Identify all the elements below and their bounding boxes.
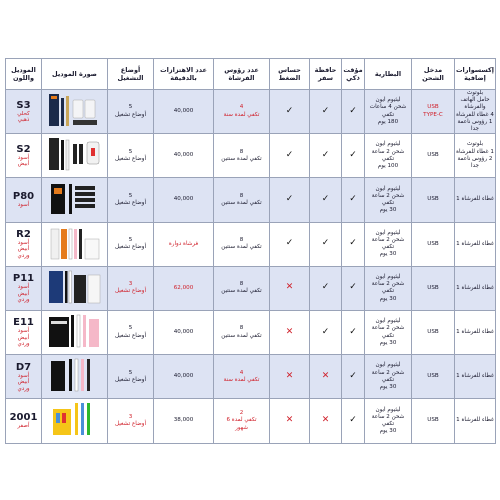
extras-cell-text: غطاء للفرشاة 1 bbox=[456, 284, 494, 291]
heads-cell-text: 8 تكفي لمدة سنتين bbox=[221, 192, 262, 207]
vibrations-cell bbox=[154, 222, 214, 266]
check-icon: ✓ bbox=[321, 105, 330, 116]
model-code: R2 bbox=[16, 228, 31, 240]
extras-cell-text: بلوتوث حامل الهاتف والفرشاة 4 غطاء للفرشاة 1 رؤوس ناعمة جدا bbox=[456, 90, 494, 133]
charging-cell-text: USB bbox=[427, 284, 439, 291]
model-cell bbox=[6, 311, 42, 355]
model-cell bbox=[6, 399, 42, 443]
heads-cell bbox=[214, 222, 270, 266]
check-icon: ✓ bbox=[321, 282, 330, 293]
table-row bbox=[6, 311, 496, 355]
check-icon: ✓ bbox=[349, 414, 357, 425]
travel-cell bbox=[310, 90, 342, 134]
cross-icon: ✕ bbox=[285, 282, 294, 293]
heads-cell-text: 8 تكفي لمدة سنتين bbox=[221, 148, 262, 162]
modes-cell bbox=[108, 311, 154, 355]
pressure-cell bbox=[270, 90, 310, 134]
model-color: أسود أبيض وردي bbox=[17, 284, 30, 304]
charging-cell bbox=[412, 222, 455, 266]
check-icon: ✓ bbox=[349, 370, 357, 381]
charging-cell bbox=[412, 178, 455, 222]
photo-cell bbox=[42, 178, 108, 222]
header-heads: عدد رؤوس الفرشاة bbox=[214, 59, 270, 90]
vibrations-cell-text: 40,000 bbox=[173, 373, 194, 380]
table-row bbox=[6, 178, 496, 222]
model-code: E11 bbox=[13, 317, 34, 329]
heads-cell bbox=[214, 311, 270, 355]
modes-cell-text: 5 أوضاع تشغيل bbox=[115, 192, 146, 207]
table-body bbox=[6, 90, 496, 444]
check-icon: ✓ bbox=[349, 105, 357, 116]
charging-cell-text: USB bbox=[427, 417, 439, 424]
model-color: أسود أبيض وردي bbox=[17, 239, 30, 259]
extras-cell-text: بلوتوث 1 غطاء للفرشاة 2 رؤوس ناعمة جدا bbox=[456, 141, 494, 170]
pressure-cell bbox=[270, 178, 310, 222]
battery-cell-text: ليثيوم ايون شحن 4 ساعات تكفي 180 يوم bbox=[369, 97, 407, 125]
comparison-table bbox=[5, 58, 496, 444]
photo-cell bbox=[42, 311, 108, 355]
model-color: أسود أبيض وردي bbox=[17, 328, 30, 348]
travel-cell bbox=[310, 266, 342, 310]
modes-cell-text: 3 أوضاع تشغيل bbox=[115, 281, 146, 295]
modes-cell bbox=[108, 90, 154, 134]
heads-cell-text: 8 تكفي لمدة سنتين bbox=[221, 325, 262, 339]
vibrations-cell bbox=[154, 399, 214, 443]
extras-cell-text: غطاء للفرشاة 1 bbox=[456, 373, 494, 380]
battery-cell bbox=[365, 90, 412, 134]
modes-cell bbox=[108, 178, 154, 222]
product-photo bbox=[45, 355, 105, 395]
header-vibrations: عدد الاهتزازات بالدقيقة bbox=[154, 59, 214, 90]
extras-cell-text: غطاء للفرشاة 1 bbox=[456, 417, 494, 424]
vibrations-cell bbox=[154, 355, 214, 399]
heads-cell bbox=[214, 266, 270, 310]
photo-cell bbox=[42, 90, 108, 134]
model-cell bbox=[6, 222, 42, 266]
timer-cell bbox=[342, 134, 365, 178]
battery-cell bbox=[365, 266, 412, 310]
battery-cell bbox=[365, 311, 412, 355]
check-icon: ✓ bbox=[285, 193, 294, 204]
battery-cell bbox=[365, 134, 412, 178]
photo-cell bbox=[42, 134, 108, 178]
vibrations-cell-text: 62,000 bbox=[173, 284, 194, 291]
modes-cell-text: 3 أوضاع تشغيل bbox=[115, 413, 146, 428]
extras-cell bbox=[455, 90, 496, 134]
cross-icon: ✕ bbox=[321, 370, 330, 381]
model-color: أسود أبيض bbox=[17, 154, 30, 168]
battery-cell bbox=[365, 178, 412, 222]
heads-cell bbox=[214, 355, 270, 399]
check-icon: ✓ bbox=[321, 238, 330, 249]
product-photo bbox=[45, 90, 105, 130]
photo-cell bbox=[42, 399, 108, 443]
modes-cell bbox=[108, 355, 154, 399]
header-modes: أوضاع التشغيل bbox=[108, 59, 154, 90]
model-code: D7 bbox=[15, 361, 32, 373]
check-icon: ✓ bbox=[349, 282, 357, 293]
vibrations-cell-text: فرشاة دوارة bbox=[168, 240, 199, 247]
heads-cell-text: 4 تكفي لمدة سنة bbox=[223, 369, 260, 383]
travel-cell bbox=[310, 178, 342, 222]
check-icon: ✓ bbox=[285, 149, 294, 160]
model-cell bbox=[6, 90, 42, 134]
charging-cell bbox=[412, 90, 455, 134]
heads-cell bbox=[214, 90, 270, 134]
product-photo bbox=[45, 178, 105, 218]
timer-cell bbox=[342, 90, 365, 134]
pressure-cell bbox=[270, 266, 310, 310]
heads-cell-text: 8 تكفي لمدة سنتين bbox=[221, 281, 262, 295]
pressure-cell bbox=[270, 399, 310, 443]
vibrations-cell bbox=[154, 178, 214, 222]
heads-cell-text: 2 تكفي لمدة 6 شهور bbox=[226, 410, 257, 431]
model-color: أسود bbox=[17, 202, 30, 209]
charging-cell bbox=[412, 134, 455, 178]
check-icon: ✓ bbox=[349, 326, 357, 337]
battery-cell-text: ليثيوم ايون شحن 2 ساعة تكفي 30 يوم bbox=[371, 229, 405, 258]
charging-cell-text: USB bbox=[427, 152, 439, 159]
charging-cell-text: USB bbox=[427, 196, 439, 203]
heads-cell bbox=[214, 178, 270, 222]
model-cell bbox=[6, 134, 42, 178]
check-icon: ✓ bbox=[321, 149, 330, 160]
travel-cell bbox=[310, 134, 342, 178]
check-icon: ✓ bbox=[285, 105, 294, 116]
timer-cell bbox=[342, 266, 365, 310]
timer-cell bbox=[342, 222, 365, 266]
battery-cell-text: ليثيوم ايون شحن 2 ساعة تكفي 100 يوم bbox=[371, 141, 405, 170]
vibrations-cell-text: 40,000 bbox=[173, 329, 194, 336]
photo-cell bbox=[42, 266, 108, 310]
battery-cell-text: ليثيوم ايون شحن 2 ساعة تكفي 30 يوم bbox=[371, 318, 405, 346]
model-color: أصفر bbox=[17, 423, 30, 430]
pressure-cell bbox=[270, 311, 310, 355]
header-battery: البطارية bbox=[365, 59, 412, 90]
modes-cell bbox=[108, 399, 154, 443]
model-code: S2 bbox=[16, 143, 31, 155]
cross-icon: ✕ bbox=[321, 414, 330, 425]
modes-cell-text: 5 أوضاع تشغيل bbox=[115, 104, 146, 118]
model-code: S3 bbox=[16, 99, 31, 111]
table-row bbox=[6, 399, 496, 443]
header-pressure: حساس الضغط bbox=[270, 59, 310, 90]
header-extras: إكسسوارات إضافية bbox=[455, 59, 496, 90]
battery-cell-text: ليثيوم ايون شحن 2 ساعة تكفي 30 يوم bbox=[371, 185, 405, 214]
modes-cell-text: 5 أوضاع تشغيل bbox=[115, 325, 146, 339]
pressure-cell bbox=[270, 222, 310, 266]
travel-cell bbox=[310, 311, 342, 355]
model-color: كحلي ذهبي bbox=[17, 110, 30, 124]
extras-cell bbox=[455, 134, 496, 178]
vibrations-cell-text: 40,000 bbox=[173, 152, 194, 159]
extras-cell bbox=[455, 266, 496, 310]
model-cell bbox=[6, 266, 42, 310]
extras-cell bbox=[455, 355, 496, 399]
check-icon: ✓ bbox=[321, 193, 330, 204]
product-photo bbox=[45, 267, 105, 307]
model-color: أسود أبيض وردي bbox=[17, 372, 30, 392]
battery-cell bbox=[365, 222, 412, 266]
product-photo bbox=[45, 311, 105, 351]
model-code: P80 bbox=[12, 191, 35, 203]
timer-cell bbox=[342, 355, 365, 399]
check-icon: ✓ bbox=[349, 238, 357, 249]
modes-cell-text: 5 أوضاع تشغيل bbox=[115, 237, 146, 251]
table-row bbox=[6, 222, 496, 266]
check-icon: ✓ bbox=[321, 326, 330, 337]
modes-cell bbox=[108, 134, 154, 178]
charging-cell bbox=[412, 399, 455, 443]
battery-cell-text: ليثيوم ايون شحن 2 ساعة تكفي 30 يوم bbox=[371, 274, 405, 302]
vibrations-cell bbox=[154, 266, 214, 310]
extras-cell bbox=[455, 311, 496, 355]
header-travel: حافظة سفر bbox=[310, 59, 342, 90]
timer-cell bbox=[342, 178, 365, 222]
product-photo bbox=[45, 134, 105, 174]
travel-cell bbox=[310, 355, 342, 399]
header-model: الموديل واللون bbox=[6, 59, 42, 90]
timer-cell bbox=[342, 399, 365, 443]
product-photo bbox=[45, 399, 105, 439]
table-row bbox=[6, 266, 496, 310]
model-cell bbox=[6, 355, 42, 399]
table-row bbox=[6, 134, 496, 178]
modes-cell-text: 5 أوضاع تشغيل bbox=[115, 369, 146, 383]
charging-cell-text: USB bbox=[427, 240, 439, 247]
vibrations-cell-text: 40,000 bbox=[173, 108, 194, 114]
battery-cell-text: ليثيوم ايون شحن 2 ساعة تكفي 30 يوم bbox=[371, 406, 405, 435]
heads-cell-text: 8 تكفي لمدة سنتين bbox=[221, 237, 262, 251]
vibrations-cell bbox=[154, 134, 214, 178]
charging-cell-text: USB bbox=[427, 329, 439, 336]
table-row bbox=[6, 355, 496, 399]
header-charging: مدخل الشحن bbox=[412, 59, 455, 90]
travel-cell bbox=[310, 399, 342, 443]
pressure-cell bbox=[270, 134, 310, 178]
extras-cell-text: غطاء للفرشاة 1 bbox=[456, 329, 494, 336]
charging-cell bbox=[412, 266, 455, 310]
check-icon: ✓ bbox=[349, 193, 357, 204]
extras-cell-text: غطاء للفرشاة 1 bbox=[456, 240, 494, 247]
table-row bbox=[6, 90, 496, 134]
extras-cell bbox=[455, 178, 496, 222]
heads-cell bbox=[214, 399, 270, 443]
charging-cell bbox=[412, 311, 455, 355]
extras-cell bbox=[455, 399, 496, 443]
modes-cell bbox=[108, 266, 154, 310]
comparison-table-container bbox=[5, 58, 495, 446]
travel-cell bbox=[310, 222, 342, 266]
vibrations-cell bbox=[154, 311, 214, 355]
vibrations-cell-text: 40,000 bbox=[173, 196, 194, 203]
modes-cell bbox=[108, 222, 154, 266]
charging-cell-text: USB TYPE-C bbox=[423, 104, 443, 118]
vibrations-cell-text: 38,000 bbox=[173, 417, 194, 424]
header-row bbox=[6, 59, 496, 90]
cross-icon: ✕ bbox=[285, 326, 294, 337]
header-timer: مؤقت ذكي bbox=[342, 59, 365, 90]
charging-cell-text: USB bbox=[427, 373, 439, 380]
check-icon: ✓ bbox=[285, 238, 294, 249]
cross-icon: ✕ bbox=[285, 370, 294, 381]
photo-cell bbox=[42, 355, 108, 399]
extras-cell bbox=[455, 222, 496, 266]
charging-cell bbox=[412, 355, 455, 399]
model-cell bbox=[6, 178, 42, 222]
check-icon: ✓ bbox=[349, 149, 357, 160]
photo-cell bbox=[42, 222, 108, 266]
vibrations-cell bbox=[154, 90, 214, 134]
battery-cell bbox=[365, 399, 412, 443]
timer-cell bbox=[342, 311, 365, 355]
battery-cell bbox=[365, 355, 412, 399]
model-code: 2001 bbox=[9, 412, 38, 424]
battery-cell-text: ليثيوم ايون شحن 2 ساعة تكفي 30 يوم bbox=[371, 362, 405, 391]
extras-cell-text: غطاء للفرشاة 1 bbox=[456, 196, 494, 203]
header-photo: صورة الموديل bbox=[42, 59, 108, 90]
heads-cell bbox=[214, 134, 270, 178]
heads-cell-text: 4 تكفي لمدة سنة bbox=[223, 104, 260, 118]
model-code: P11 bbox=[12, 273, 35, 285]
cross-icon: ✕ bbox=[285, 414, 294, 425]
pressure-cell bbox=[270, 355, 310, 399]
modes-cell-text: 5 أوضاع تشغيل bbox=[115, 148, 146, 162]
product-photo bbox=[45, 223, 105, 263]
